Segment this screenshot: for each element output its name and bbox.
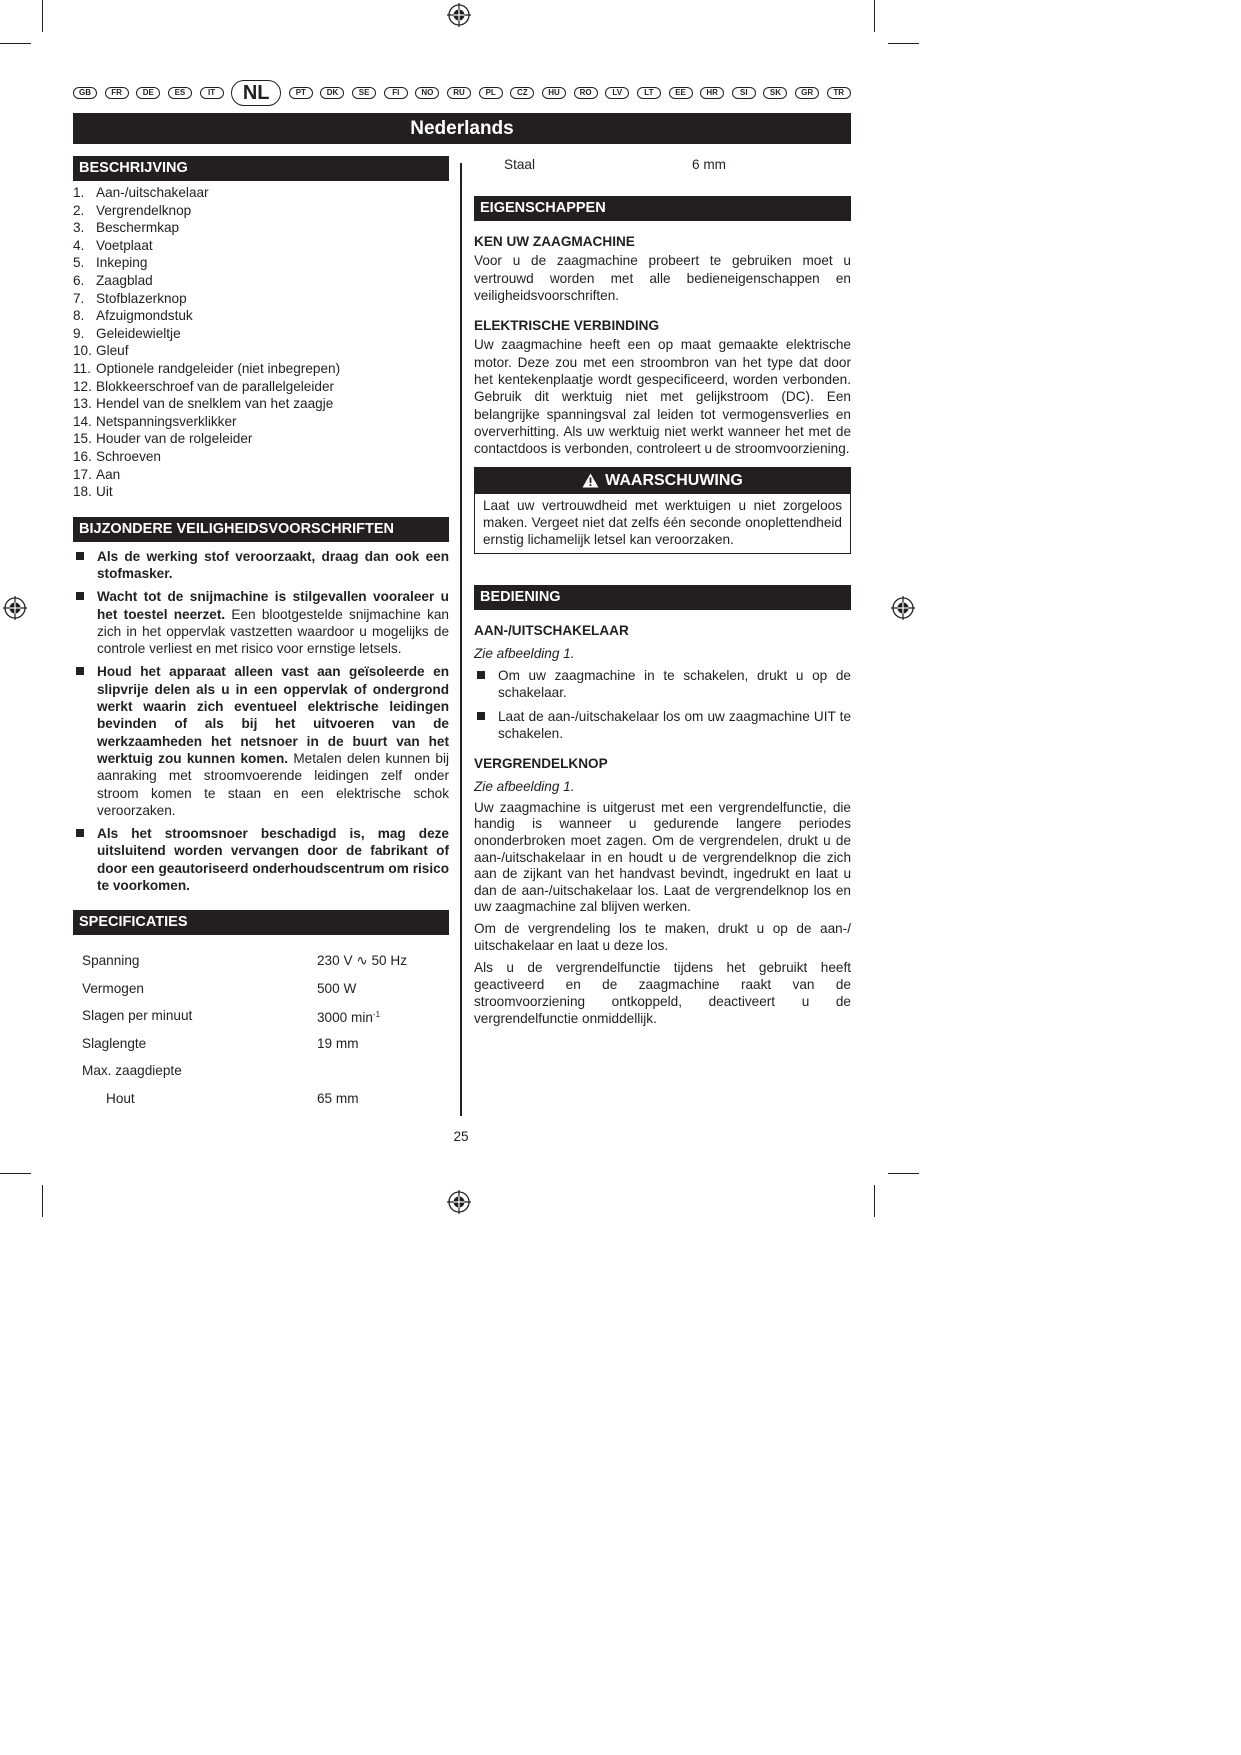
lang-badge: DE [136,87,160,99]
lang-badge: PL [479,87,503,99]
list-item: 6. Zaagblad [73,272,153,288]
list-item: 12. Blokkeerschroef van de parallelgeleider [73,378,335,394]
list-item: Als de werking stof veroorzaakt, draag dan ook een stofmasker. [73,548,449,583]
lang-badge: HU [542,87,566,99]
crop-mark [0,43,31,44]
crop-mark [874,1185,875,1217]
list-item: 2. Vergrendelknop [73,202,192,218]
instruction-list [474,667,851,742]
registration-mark-icon [447,1190,471,1214]
list-item: 1. Aan-/uitschakelaar [73,185,209,200]
crop-mark [888,1173,919,1174]
list-item: Als het stroomsnoer beschadigd is, mag deze uitsluitend worden vervangen door de fabrikant of door een geautoriseerd onderhoudscentrum om risico te voorkomen. [73,825,449,894]
crop-mark [42,0,43,32]
parts-list [73,184,449,501]
registration-mark-icon [3,596,27,620]
left-column [73,156,449,1112]
table-row: Hout 65 mm [106,1090,359,1106]
section-heading-beschrijving: BESCHRIJVING [73,156,449,181]
paragraph: Als u de vergrendelfunctie tijdens het gebruikt heeft geactiveerd en de zaagmachine raakt van de stroomvoorziening ontkoppeld, deactiveert u de vergrendelfunctie onmiddellijk. [474,959,851,1027]
table-row: Max. zaagdiepte [82,1063,182,1079]
crop-mark [42,1185,43,1217]
paragraph: Voor u de zaagmachine probeert te gebruiken moet u vertrouwd worden met alle bedieneigenschappen en veiligheidsvoorschriften. [474,253,851,303]
table-row: Vermogen 500 W [82,980,357,996]
list-item: 15. Houder van de rolgeleider [73,431,253,447]
specs-table [73,947,449,1112]
table-row: Slagen per minuut 3000 $\min^{-1}$ [82,1008,381,1025]
page-title: Nederlands [73,113,851,144]
list-item: Laat de aan-/uitschakelaar los om uw zaagmachine UIT te schakelen. [474,708,851,743]
figure-reference: Zie afbeelding 1. [474,778,575,794]
warning-triangle-icon [582,473,599,488]
warning-text: Laat uw vertrouwdheid met werktuigen u niet zorgeloos maken. Vergeet niet dat zelfs één seconde onoplettendheid ernstig lichamelijk letsel kan veroorzaken. [483,497,842,548]
table-row: Spanning 230 V ∿ 50 Hz [82,953,407,969]
list-item: 5. Inkeping [73,255,148,271]
language-selector [73,82,851,104]
ac-symbol-icon: ∿ [356,953,368,969]
subheading: VERGRENDELKNOP [474,756,608,772]
lang-badge: DK [320,87,344,99]
crop-mark [0,1173,31,1174]
list-item: 16. Schroeven [73,448,161,464]
lang-badge: SI [732,87,756,99]
warning-heading: WAARSCHUWING [475,468,850,494]
list-item: 13. Hendel van de snelklem van het zaagje [73,396,334,412]
page-number: 25 [453,1129,469,1144]
list-item: 9. Geleidewieltje [73,325,181,341]
paragraph: Om de vergrendeling los te maken, drukt u op de aan-/ uitschakelaar en laat u deze los. [474,920,851,954]
subheading: AAN-/UITSCHAKELAAR [474,623,629,639]
table-row: Slaglengte 19 mm [82,1035,359,1051]
crop-mark [888,43,919,44]
lang-badge: RO [574,87,598,99]
registration-mark-icon [891,596,915,620]
list-item: Houd het apparaat alleen vast aan geïsoleerde en slipvrije delen als u in een oppervlak of ondergrond werkt waarin zich eventueel elektrische leidingen bevinden of als bij het uitvoeren van de werkzaamheden het netsnoer in de buurt van het werktuig zou kunnen komen. Metalen delen kunnen bij aanraking met stroomvoerende leidingen zelf onder stroom komen te staan en een elektrische schok veroorzaken. [73,663,449,819]
column-divider [460,163,462,1116]
list-item: 17. Aan [73,466,121,482]
lang-badge: NO [415,87,439,99]
lang-badge: FR [105,87,129,99]
lang-badge: ES [168,87,192,99]
lang-badge: PT [289,87,313,99]
lang-badge: EE [669,87,693,99]
paragraph: Uw zaagmachine is uitgerust met een vergrendelfunctie, die handig is wanneer u gedurende langere periodes ononderbroken moet zagen. Om de vergrendelen, drukt u de aan-/uitschakelaar in en houdt u de vergrendelknop die zich aan de zijkant van het handvast bevindt, ingedrukt en laat u dan de aan-/uitschakelaar los. Laat de vergrendelknop los en uw zaagmachine zal blijven werken. [474,799,851,915]
paragraph: Uw zaagmachine heeft een op maat gemaakte elektrische motor. Deze zou met een stroombron van het type dat door het kentekenplaatje wordt gespecificeerd, worden verbonden. Gebruik dit werktuig niet met gelijkstroom (DC). Een belangrijke spanningsval zal leiden tot vermogensverlies en oververhitting. Als uw werktuig niet werkt wanneer het met de contactdoos is verbonden, controleert u de stroomvoorziening. [474,337,851,457]
table-row: Staal 6 mm [504,157,726,173]
list-item: Om uw zaagmachine in te schakelen, drukt u op de schakelaar. [474,667,851,702]
list-item: 14. Netspanningsverklikker [73,413,237,429]
list-item: 8. Afzuigmondstuk [73,308,193,324]
lang-badge: RU [447,87,471,99]
subheading: KEN UW ZAAGMACHINE [474,234,635,249]
section-heading-bediening: BEDIENING [474,585,851,610]
right-column [474,156,851,1028]
safety-list [73,548,449,895]
lang-badge-active: NL [231,80,281,106]
lang-badge: CZ [510,87,534,99]
list-item: 18. Uit [73,484,113,500]
list-item: 4. Voetplaat [73,237,153,253]
figure-reference: Zie afbeelding 1. [474,645,575,661]
lang-badge: IT [200,87,224,99]
warning-box [474,467,851,555]
lang-badge: LV [605,87,629,99]
section-heading-specificaties: SPECIFICATIES [73,910,449,935]
list-item: Wacht tot de snijmachine is stilgevallen vooraleer u het toestel neerzet. Een blootgestelde snijmachine kan zich in het oppervlak vastzetten waardoor u mogelijks de controle verliest en met risico voor ernstige letsels. [73,588,449,657]
registration-mark-icon [447,3,471,27]
lang-badge: HR [700,87,724,99]
section-heading-veiligheid: BIJZONDERE VEILIGHEIDSVOORSCHRIFTEN [73,517,449,542]
lang-badge: SE [352,87,376,99]
lang-badge: FI [384,87,408,99]
lang-badge: GR [795,87,819,99]
lang-badge: GB [73,87,97,99]
list-item: 11. Optionele randgeleider (niet inbegrepen) [73,360,341,376]
subheading: ELEKTRISCHE VERBINDING [474,318,660,334]
lang-badge: TR [827,87,851,99]
lang-badge: SK [763,87,787,99]
list-item: 3. Beschermkap [73,220,180,236]
crop-mark [874,0,875,32]
list-item: 7. Stofblazerknop [73,290,187,306]
list-item: 10. Gleuf [73,343,129,359]
lang-badge: LT [637,87,661,99]
section-heading-eigenschappen: EIGENSCHAPPEN [474,196,851,221]
